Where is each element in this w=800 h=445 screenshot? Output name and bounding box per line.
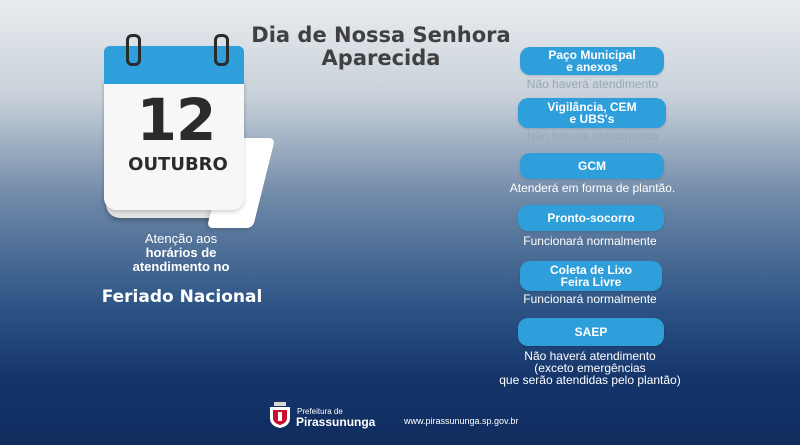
service-name: SAEP bbox=[574, 325, 608, 339]
service-name: e UBS's bbox=[569, 112, 615, 126]
footer-brand-name: Pirassununga bbox=[296, 415, 376, 429]
footer-brand-small: Prefeitura de bbox=[297, 407, 343, 416]
service-name: Paço Municipal bbox=[548, 48, 636, 62]
service-name: Feira Livre bbox=[560, 275, 622, 289]
service-note: Funcionará normalmente bbox=[523, 234, 657, 248]
service-badge-saep bbox=[518, 318, 664, 346]
service-note bbox=[480, 350, 700, 386]
calendar-graphic bbox=[96, 40, 256, 222]
service-name: GCM bbox=[578, 159, 606, 173]
holiday-label: Feriado Nacional bbox=[101, 287, 263, 307]
calendar-month: OUTUBRO bbox=[128, 154, 228, 175]
service-badge-gcm bbox=[520, 153, 664, 179]
service-badge-coleta-lixo bbox=[520, 261, 662, 291]
service-badge-paco-municipal bbox=[520, 47, 664, 75]
attention-line-3: atendimento no bbox=[132, 259, 230, 274]
service-note-line: (exceto emergências bbox=[534, 361, 646, 375]
service-note-line: Não haverá atendimento bbox=[524, 349, 656, 363]
service-note: Não haverá atendimento bbox=[526, 129, 659, 143]
service-note: Funcionará normalmente bbox=[523, 292, 657, 306]
calendar-day: 12 bbox=[136, 86, 216, 154]
service-note: Não haverá atendimento bbox=[526, 77, 659, 91]
attention-line-2: horários de bbox=[145, 245, 217, 260]
title-line-1: Dia de Nossa Senhora bbox=[251, 23, 511, 47]
calendar-ring-icon bbox=[126, 34, 141, 66]
coat-of-arms-icon bbox=[268, 402, 292, 428]
service-name: Coleta de Lixo bbox=[549, 263, 632, 277]
service-name: Vigilância, CEM bbox=[547, 100, 637, 114]
service-badge-pronto-socorro bbox=[518, 205, 664, 231]
service-name: Pronto-socorro bbox=[547, 211, 635, 225]
calendar-ring-icon bbox=[214, 34, 229, 66]
service-badge-vigilancia bbox=[518, 98, 666, 128]
footer-url: www.pirassununga.sp.gov.br bbox=[404, 416, 519, 426]
service-note-line: que serão atendidas pelo plantão) bbox=[499, 373, 681, 387]
page-title bbox=[236, 24, 526, 70]
attention-text bbox=[96, 232, 266, 274]
title-line-2: Aparecida bbox=[321, 46, 441, 70]
service-name: e anexos bbox=[566, 60, 618, 74]
attention-line-1: Atenção aos bbox=[144, 231, 218, 246]
service-note: Atenderá em forma de plantão. bbox=[509, 181, 676, 195]
